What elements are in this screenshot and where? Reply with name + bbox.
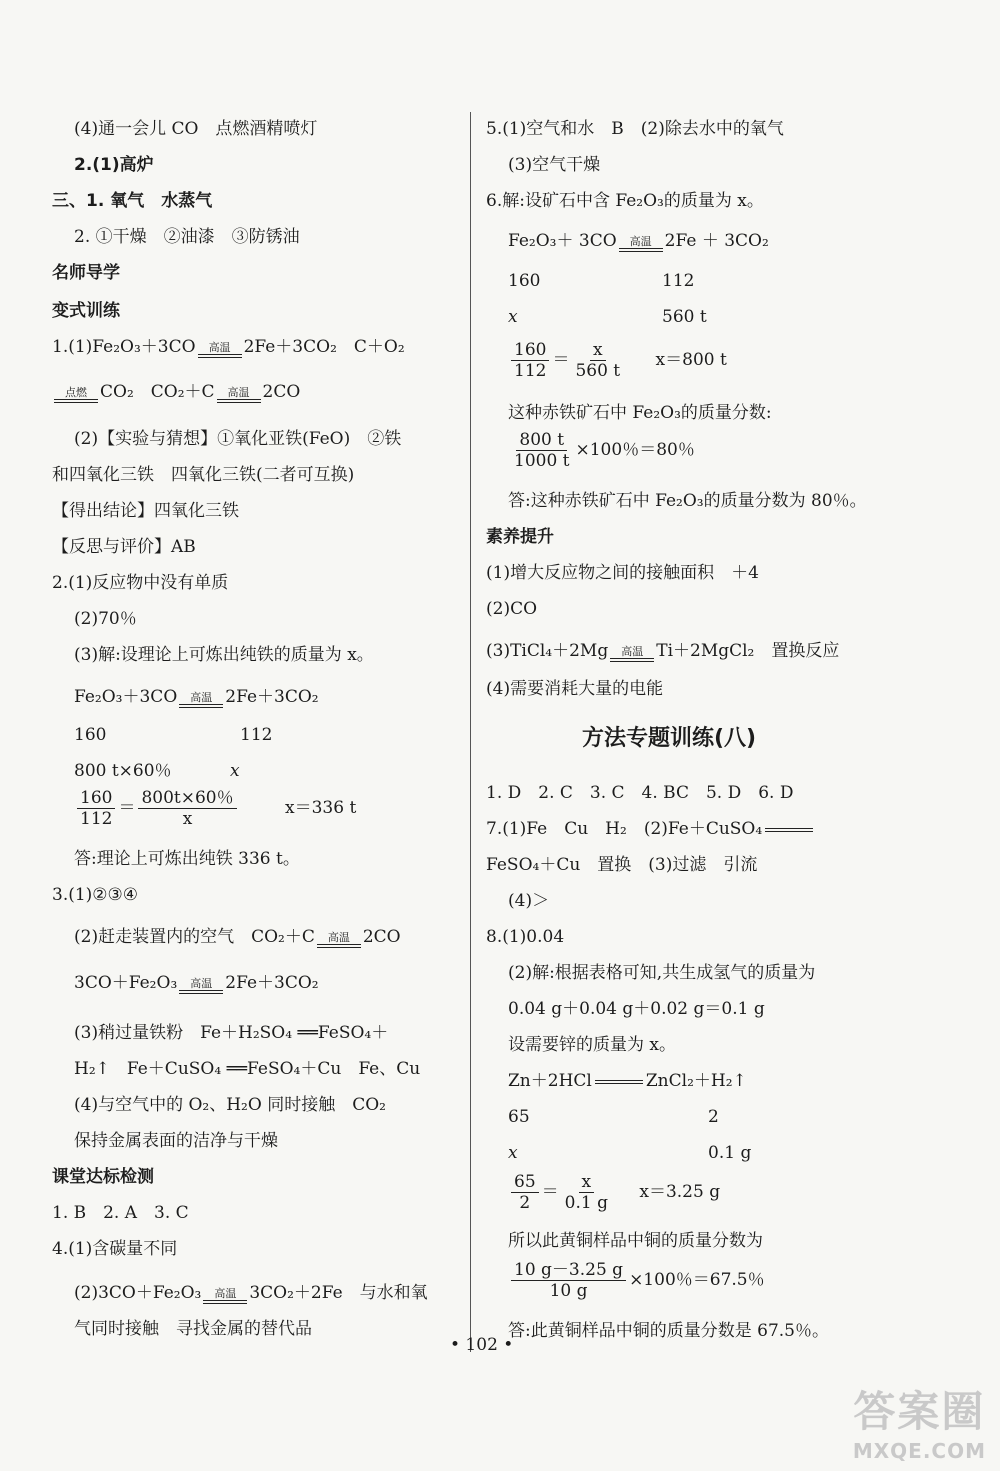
text-line: 1. B 2. A 3. C <box>52 1203 189 1223</box>
reaction-arrow <box>765 828 813 832</box>
result-text: ×100％＝67.5％ <box>629 1270 765 1290</box>
arrow-condition: 高温 <box>227 386 250 399</box>
reaction-arrow <box>54 387 98 403</box>
numerator: 800t×60％ <box>138 788 236 809</box>
text-line: 气同时接触 寻找金属的替代品 <box>74 1319 312 1339</box>
equation-part: 3CO＋Fe₂O₃ <box>74 973 178 993</box>
text-line: 【得出结论】四氧化三铁 <box>52 501 239 521</box>
text-line: (2)70％ <box>74 609 137 629</box>
equation-part: 3CO₂＋2Fe 与水和氧 <box>249 1283 428 1303</box>
reaction-arrow <box>179 692 223 708</box>
text-line: (1)增大反应物之间的接触面积 ＋4 <box>486 563 759 583</box>
arrow-condition: 高温 <box>629 235 652 248</box>
text-line: H₂↑ Fe＋CuSO₄ ══FeSO₄＋Cu Fe、Cu <box>74 1059 421 1079</box>
text-line: 112 <box>240 725 273 745</box>
denominator: 112 <box>514 361 547 381</box>
text-line: (4)通一会儿 CO 点燃酒精喷灯 <box>74 119 318 139</box>
text-line: 答:理论上可炼出纯铁 336 t。 <box>74 849 300 869</box>
text-line: 8.(1)0.04 <box>486 927 565 947</box>
fraction <box>138 788 236 829</box>
reaction-arrow <box>179 978 223 994</box>
text-line: 112 <box>662 271 695 291</box>
numerator: 10 g－3.25 g <box>511 1260 626 1281</box>
equation-part: 2CO <box>262 382 301 402</box>
fraction <box>511 430 573 471</box>
equation-part: (3)TiCl₄＋2Mg <box>486 641 609 661</box>
page-title: 方法专题训练(八) <box>582 726 757 751</box>
fraction-line <box>74 788 356 829</box>
denominator: 0.1 g <box>564 1193 608 1213</box>
fraction-line <box>508 340 727 381</box>
text-line: x <box>230 761 240 781</box>
equals-sign: ＝ <box>541 1182 559 1202</box>
text-line: 3.(1)②③④ <box>52 885 139 905</box>
equation-part: 2Fe＋3CO₂ <box>225 973 319 993</box>
equation-part: Ti＋2MgCl₂ 置换反应 <box>656 641 840 661</box>
denominator: 2 <box>519 1193 531 1213</box>
text-line: 6.解:设矿石中含 Fe₂O₃的质量为 x。 <box>486 191 764 211</box>
reaction-arrow <box>317 932 361 948</box>
text-line: 所以此黄铜样品中铜的质量分数为 <box>508 1231 763 1251</box>
equation-part: CO₂ CO₂＋C <box>100 382 215 402</box>
equation-part: 2Fe＋3CO₂ <box>225 687 319 707</box>
text-line: FeSO₄＋Cu 置换 (3)过滤 引流 <box>486 855 758 875</box>
equation-part: 7.(1)Fe Cu H₂ (2)Fe＋CuSO₄ <box>486 819 763 839</box>
equation-line <box>508 230 769 252</box>
reaction-arrow <box>610 646 654 662</box>
equation-part: (2)3CO＋Fe₂O₃ <box>74 1283 202 1303</box>
reaction-arrow <box>217 387 261 403</box>
result-text: x＝3.25 g <box>639 1182 721 1202</box>
arrow-condition: 高温 <box>208 341 231 354</box>
result-text: x＝800 t <box>655 350 727 370</box>
arrow-condition: 高温 <box>214 1287 237 1300</box>
watermark-logo <box>853 1379 986 1463</box>
denominator: x <box>182 809 193 829</box>
text-line: 设需要锌的质量为 x。 <box>508 1035 676 1055</box>
denominator: 560 t <box>575 361 621 381</box>
text-line: 2.(1)高炉 <box>74 155 154 175</box>
fraction <box>572 340 623 381</box>
equation-line <box>74 686 319 708</box>
text-line: x <box>508 1143 518 1163</box>
text-line: (3)空气干燥 <box>508 155 601 175</box>
reaction-arrow <box>203 1288 247 1304</box>
fraction <box>511 1260 626 1301</box>
equation-line <box>74 972 319 994</box>
equation-line <box>486 640 839 662</box>
text-line: 2.(1)反应物中没有单质 <box>52 573 229 593</box>
text-line: 5.(1)空气和水 B (2)除去水中的氧气 <box>486 119 784 139</box>
result-text: x＝336 t <box>285 798 357 818</box>
section-heading: 课堂达标检测 <box>52 1167 154 1187</box>
equation-part: 2CO <box>362 927 401 947</box>
text-line: (4)需要消耗大量的电能 <box>486 679 664 699</box>
column-divider <box>470 112 471 1352</box>
text-line: (3)稍过量铁粉 Fe＋H₂SO₄ ══FeSO₄＋ <box>74 1023 389 1043</box>
section-heading: 素养提升 <box>486 527 554 547</box>
text-line: 560 t <box>662 307 707 327</box>
page-number: • 102 • <box>450 1335 514 1355</box>
equation-part: 2Fe＋3CO₂ C＋O₂ <box>243 337 405 357</box>
fraction <box>562 1172 611 1213</box>
fraction-line <box>508 1172 720 1213</box>
denominator: 1000 t <box>514 451 570 471</box>
numerator: x <box>579 1172 595 1193</box>
text-line: 0.04 g＋0.04 g＋0.02 g＝0.1 g <box>508 999 765 1019</box>
arrow-condition: 点燃 <box>65 386 87 399</box>
equation-part: ZnCl₂＋H₂↑ <box>645 1071 747 1091</box>
text-line: 答:此黄铜样品中铜的质量分数是 67.5％。 <box>508 1321 829 1341</box>
equals-sign: ＝ <box>118 798 136 818</box>
text-line: 65 <box>508 1107 530 1127</box>
equals-sign: ＝ <box>552 350 570 370</box>
section-heading: 变式训练 <box>52 301 120 321</box>
section-heading: 名师导学 <box>52 263 120 283</box>
text-line: 这种赤铁矿石中 Fe₂O₃的质量分数: <box>508 403 772 423</box>
equation-line <box>508 1070 747 1092</box>
numerator: 160 <box>511 340 549 361</box>
equation-line <box>74 1282 428 1304</box>
reaction-arrow <box>619 236 663 252</box>
numerator: 160 <box>77 788 115 809</box>
text-line: 800 t×60％ <box>74 761 172 781</box>
equation-line <box>52 380 300 403</box>
text-line: (2)解:根据表格可知,共生成氢气的质量为 <box>508 963 816 983</box>
equation-line <box>74 926 401 948</box>
numerator: 800 t <box>516 430 567 451</box>
equation-part: 2Fe ＋ 3CO₂ <box>664 231 769 251</box>
arrow-condition: 高温 <box>190 691 213 704</box>
text-line: 160 <box>508 271 541 291</box>
fraction <box>511 1172 539 1213</box>
text-line: 1. D 2. C 3. C 4. BC 5. D 6. D <box>486 783 794 803</box>
equation-line <box>486 818 816 840</box>
numerator: 65 <box>511 1172 539 1193</box>
arrow-condition: 高温 <box>327 931 350 944</box>
text-line: 和四氧化三铁 四氧化三铁(二者可互换) <box>52 465 355 485</box>
text-line: 160 <box>74 725 107 745</box>
fraction-line <box>508 430 695 471</box>
result-text: ×100％＝80％ <box>575 440 695 460</box>
equation-part: 1.(1)Fe₂O₃＋3CO <box>52 337 196 357</box>
text-line: (3)解:设理论上可炼出纯铁的质量为 x。 <box>74 645 374 665</box>
text-line: (4)＞ <box>508 891 550 911</box>
fraction-line <box>508 1260 765 1301</box>
text-line: (2)CO <box>486 599 538 619</box>
text-line: 2. ①干燥 ②油漆 ③防锈油 <box>74 227 300 247</box>
text-line: 答:这种赤铁矿石中 Fe₂O₃的质量分数为 80％。 <box>508 491 867 511</box>
watermark-text: 答案圈 <box>853 1387 986 1436</box>
equation-line <box>52 336 405 358</box>
text-line: 三、1. 氧气 水蒸气 <box>52 191 213 211</box>
numerator: x <box>590 340 606 361</box>
text-line: x <box>508 307 518 327</box>
fraction <box>77 788 115 829</box>
reaction-arrow <box>198 342 242 358</box>
watermark-url: MXQE.COM <box>852 1439 986 1463</box>
equation-part: (2)赶走装置内的空气 CO₂＋C <box>74 927 315 947</box>
text-line: 0.1 g <box>708 1143 752 1163</box>
arrow-condition: 高温 <box>621 645 644 658</box>
equation-part: Fe₂O₃＋3CO <box>74 687 178 707</box>
equation-part: Zn＋2HCl <box>508 1071 592 1091</box>
reaction-arrow <box>595 1080 643 1084</box>
fraction <box>511 340 549 381</box>
arrow-condition: 高温 <box>190 977 213 990</box>
text-line: (4)与空气中的 O₂、H₂O 同时接触 CO₂ <box>74 1095 386 1115</box>
text-line: 【反思与评价】AB <box>52 537 196 557</box>
denominator: 112 <box>80 809 113 829</box>
text-line: 保持金属表面的洁净与干燥 <box>74 1131 278 1151</box>
text-line: 2 <box>708 1107 719 1127</box>
denominator: 10 g <box>549 1281 588 1301</box>
text-line: 4.(1)含碳量不同 <box>52 1239 178 1259</box>
equation-part: Fe₂O₃＋ 3CO <box>508 231 617 251</box>
text-line: (2)【实验与猜想】①氧化亚铁(FeO) ②铁 <box>74 429 402 449</box>
